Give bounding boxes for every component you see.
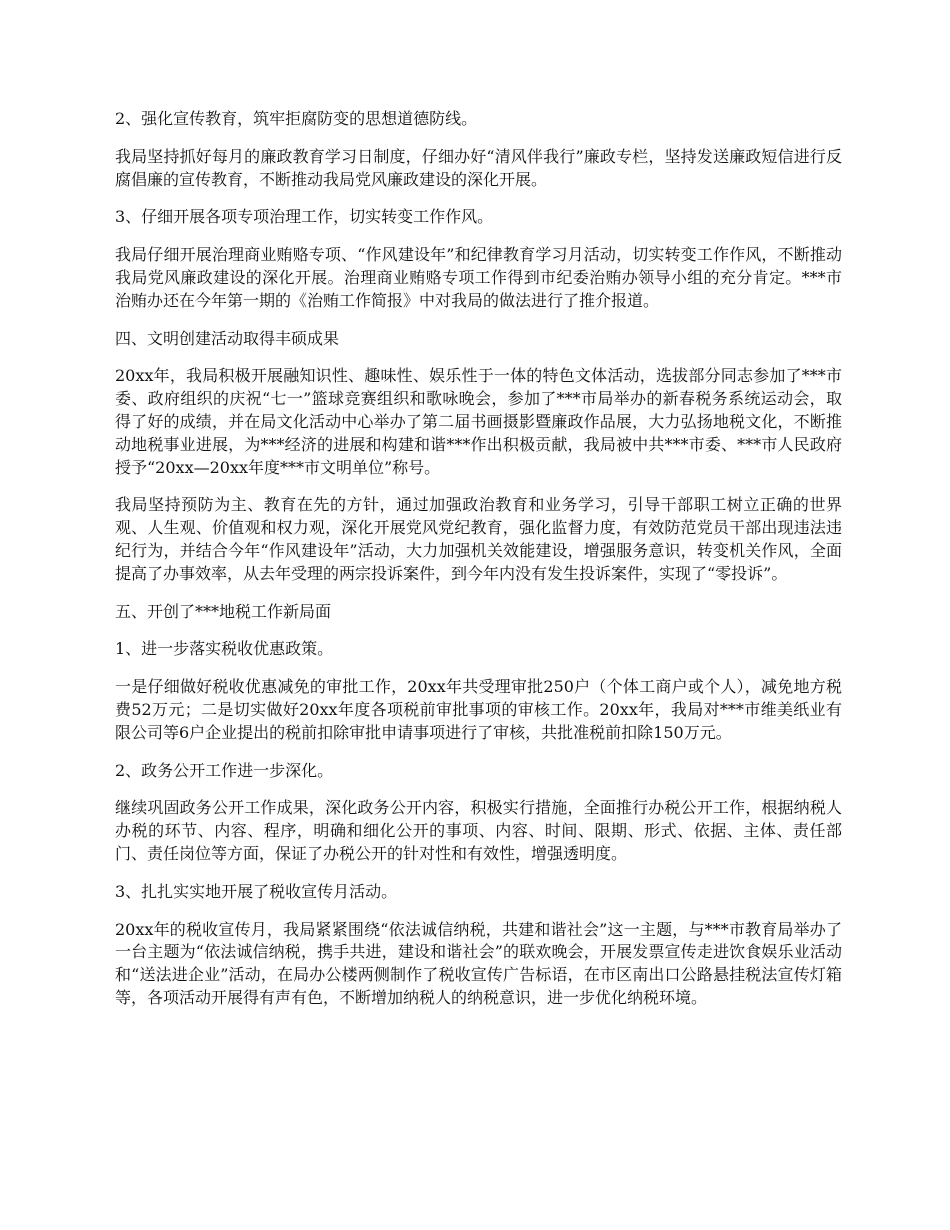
section-heading-civilization: 四、文明创建活动取得丰硕成果 (115, 328, 340, 348)
paragraph-tax-approval: 一是仔细做好税收优惠减免的审批工作，20xx年共受理审批250户（个体工商户或个人），减免地方税费52万元；二是切实做好20xx年度各项税前审批事项的审核工作。20xx年，我局对***市维美纸业有限公司等6户企业提出的税前扣除审批申请事项进行了审核，共批准税前扣除150万元。 (115, 677, 842, 742)
heading-special-governance: 3、仔细开展各项专项治理工作，切实转变工作作风。 (115, 207, 494, 227)
section-heading-new-situation: 五、开创了***地税工作新局面 (115, 601, 332, 621)
heading-government-transparency: 2、政务公开工作进一步深化。 (115, 760, 334, 780)
paragraph-commercial-bribery: 我局仔细开展治理商业贿赂专项、“作风建设年”和纪律教育学习月活动，切实转变工作作风，不断推动我局党风廉政建设的深化开展。治理商业贿赂专项工作得到市纪委治贿办领导小组的充分肯定。***市治贿办还在今年第一期的《治贿工作简报》中对我局的做法进行了推介报道。 (115, 245, 842, 310)
paragraph-cultural-activities: 20xx年，我局积极开展融知识性、趣味性、娱乐性于一体的特色文体活动，选拔部分同志参加了***市委、政府组织的庆祝“七一”篮球竞赛组织和歌咏晚会，参加了***市局举办的新春税务系统运动会，取得了好的成绩，并在局文化活动中心举办了第二届书画摄影暨廉政作品展，大力弘扬地税文化，不断推动地税事业进展，为***经济的进展和构建和谐***作出积极贡献，我局被中共***市委、***市人民政府授予“20xx—20xx年度***市文明单位”称号。 (115, 366, 842, 477)
heading-tax-publicity-month: 3、扎扎实实地开展了税收宣传月活动。 (115, 881, 398, 901)
paragraph-integrity-education: 我局坚持抓好每月的廉政教育学习日制度，仔细办好“清风伴我行”廉政专栏，坚持发送廉政短信进行反腐倡廉的宣传教育，不断推动我局党风廉政建设的深化开展。 (115, 146, 842, 189)
paragraph-transparency-details: 继续巩固政务公开工作成果，深化政务公开内容，积极实行措施，全面推行办税公开工作，根据纳税人办税的环节、内容、程序，明确和细化公开的事项、内容、时间、限期、形式、依据、主体、责任部门、责任岗位等方面，保证了办税公开的针对性和有效性，增强透明度。 (115, 798, 842, 863)
heading-tax-incentives: 1、进一步落实税收优惠政策。 (115, 639, 334, 659)
paragraph-prevention-policy: 我局坚持预防为主、教育在先的方针，通过加强政治教育和业务学习，引导干部职工树立正确的世界观、人生观、价值观和权力观，深化开展党风党纪教育，强化监督力度，有效防范党员干部出现违法违纪行为，并结合今年“作风建设年”活动，大力加强机关效能建设，增强服务意识，转变机关作风，全面提高了办事效率，从去年受理的两宗投诉案件，到今年内没有发生投诉案件，实现了“零投诉”。 (115, 495, 842, 583)
heading-propaganda-education: 2、强化宣传教育，筑牢拒腐防变的思想道德防线。 (115, 109, 478, 128)
document-page (115, 108, 842, 1025)
paragraph-publicity-activities: 20xx年的税收宣传月，我局紧紧围绕“依法诚信纳税，共建和谐社会”这一主题，与***市教育局举办了一台主题为“依法诚信纳税，携手共进，建设和谐社会”的联欢晚会，开展发票宣传走进饮食娱乐业活动和“送法进企业”活动，在局办公楼两侧制作了税收宣传广告标语，在市区南出口公路悬挂税法宣传灯箱等，各项活动开展得有声有色，不断增加纳税人的纳税意识，进一步优化纳税环境。 (115, 919, 842, 1007)
